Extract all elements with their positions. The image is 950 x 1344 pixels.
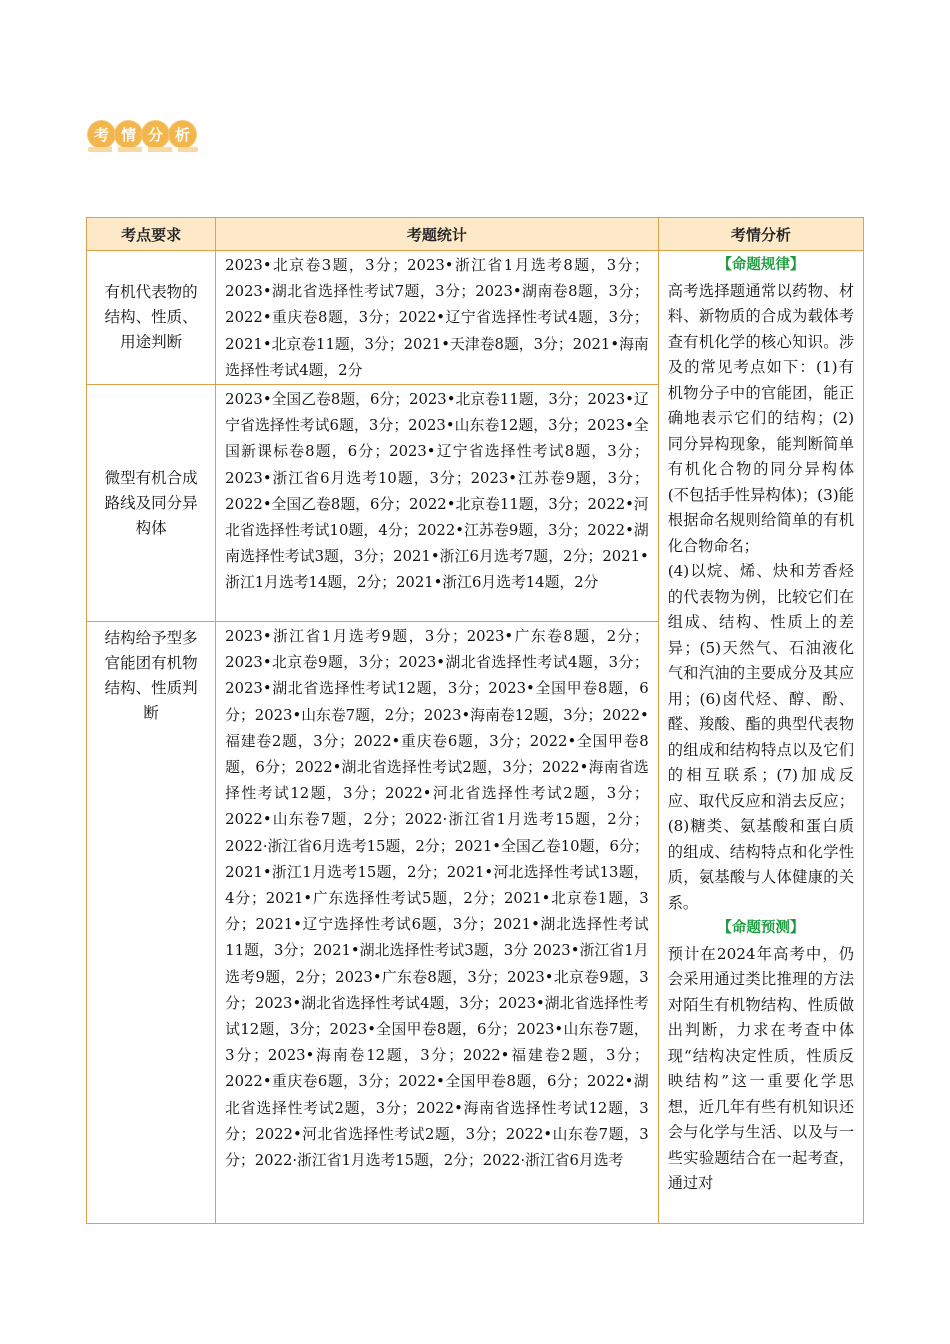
rule-text: 高考选择题通常以药物、材料、新物质的合成为载体考查有机化学的核心知识。涉及的常见考点如下：(1)有机物分子中的官能团，能正确地表示它们的结构；(2)同分异构现象，能判断简单有机化合物的同分异构体(不包括手性异构体)；(3)能根据命名规则给简单的有机化合物命名； [667,281,854,555]
badge-underline [88,147,198,152]
predict-tag: 【命题预测】 [717,920,805,936]
header-stats: 考题统计 [216,218,659,251]
header-analysis: 考情分析 [658,218,863,251]
requirement-cell: 结构给予型多官能团有机物结构、性质判断 [87,622,216,1224]
analysis-cell [658,251,863,1224]
stats-cell-text: 2023•浙江省1月选考9题，3分；2023•广东卷8题，2分；2023•北京卷9题，3分；2023•湖北省选择性考试4题，3分；2023•湖北省选择性考试12题，3分；2023•全国甲卷8题，6分；2023•山东卷7题，2分；2023•海南卷12题，3分；2022•福建卷2题，3分；2022•重庆卷6题，3分；2022•全国甲卷8题，6分；2022•湖北省选择性考试2题，3分；2022•海南省选择性考试12题，3分；2022•河北省选择性考试2题，3分；2022•山东卷7题，2分；2022·浙江省1月选考15题，2分；2022·浙江省6月选考15题，2分；2021•全国乙卷10题，6分；2021•浙江1月选考15题，2分；2021•河北选择性考试13题，4分；2021•广东选择性考试5题，2分；2021•北京卷1题，3分；2021•辽宁选择性考试6题，3分；2021•湖北选择性考试11题，3分；2021•湖北选择性考试3题，3分 2023•浙江省1月选考9题，2分；2023•广东卷8题，3分；2023•北京卷9题，3分；2023•湖北省选择性考试4题，3分；2023•湖北省选择性考试12题，3分；2023•全国甲卷8题，6分；2023•山东卷7题，3分；2023•海南卷12题，3分；2022•福建卷2题，3分；2022•重庆卷6题，3分；2022•全国甲卷8题，6分；2022•湖北省选择性考试2题，3分；2022•海南省选择性考试12题，3分；2022•河北省选择性考试2题，3分；2022•山东卷7题，3分；2022·浙江省1月选考15题，2分；2022·浙江省6月选考 [225,628,649,1170]
requirement-cell: 有机代表物的结构、性质、用途判断 [87,251,216,385]
rule-tag: 【命题规律】 [717,257,805,273]
stats-cell: 2023•北京卷3题，3分；2023•浙江省1月选考8题，3分；2023•湖北省选择性考试7题，3分；2023•湖南卷8题，3分；2022•重庆卷8题，3分；2022•辽宁省选择性考试4题，3分；2021•北京卷11题，3分；2021•天津卷8题，3分；2021•海南选择性考试4题，2分 [216,251,659,385]
stats-cell: 2023•全国乙卷8题，6分；2023•北京卷11题，3分；2023•辽宁省选择性考试6题，3分；2023•山东卷12题，3分；2023•全国新课标卷8题，6分；2023•辽宁省选择性考试8题，3分；2023•浙江省6月选考10题，3分；2023•江苏卷9题，3分；2022•全国乙卷8题，6分；2022•北京卷11题，3分；2022•河北省选择性考试10题，4分；2022•江苏卷9题，3分；2022•湖南选择性考试3题，3分；2021•浙江6月选考7题，2分；2021•浙江1月选考14题，2分；2021•浙江6月选考14题，2分 [216,385,659,622]
badge-char: 考 [88,121,115,148]
header-row [87,218,864,251]
predict-text: 预计在2024年高考中，仍会采用通过类比推理的方法对陌生有机物结构、性质做出判断，力求在考查中体现“结构决定性质，性质反映结构”这一重要化学思想，近几年有些有机知识还会与化学与生活、以及与一些实验题结合在一起考查，通过对 [667,944,854,1192]
analysis-table [86,217,864,1224]
requirement-cell: 微型有机合成路线及同分异构体 [87,385,216,622]
badge-char: 分 [142,121,169,148]
header-requirement: 考点要求 [87,218,216,251]
badge-char: 情 [115,121,142,148]
badge-char: 析 [169,121,196,148]
section-badge [88,114,196,154]
stats-cell [216,622,659,1224]
rule-text-2: (4)以烷、烯、炔和芳香烃的代表物为例，比较它们在组成、结构、性质上的差异；(5)天然气、石油液化气和汽油的主要成分及其应用；(6)卤代烃、醇、酚、醛、羧酸、酯的典型代表物的组成和结构特点以及它们的相互联系；(7)加成反应、取代反应和消去反应；(8)糖类、氨基酸和蛋白质的组成、结构特点和化学性质，氨基酸与人体健康的关系。 [667,562,854,912]
table-row [87,251,864,385]
